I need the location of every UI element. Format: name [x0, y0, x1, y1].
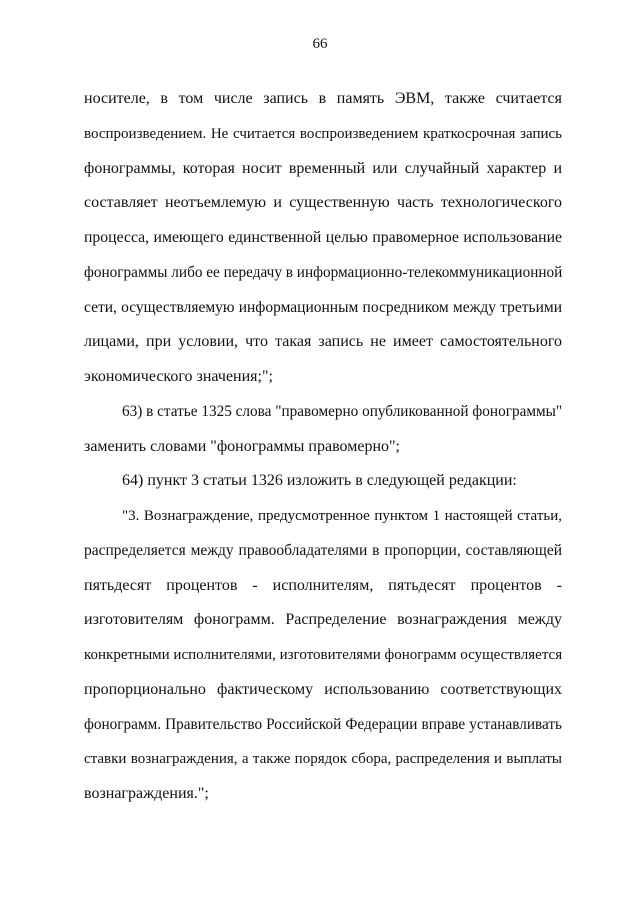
text-line: носителе, в том числе запись в память ЭВМ, также считается [84, 90, 562, 107]
text-line: фонограмм. Правительство Российской Федерации вправе устанавливать [84, 715, 562, 733]
text-line: фонограммы, которая носит временный или случайный характер и [84, 159, 562, 177]
text-line: распределяется между правообладателями в пропорции, составляющей [84, 541, 562, 559]
body-text [84, 82, 562, 812]
text-line: составляет неотъемлемую и существенную часть технологического [84, 194, 562, 212]
text-line: вознаграждения."; [84, 785, 209, 802]
text-line: заменить словами "фонограммы правомерно"; [84, 437, 400, 455]
text-line: сети, осуществляемую информационным посредником между третьими [84, 298, 562, 316]
text-line: ставки вознаграждения, а также порядок сбора, распределения и выплаты [84, 751, 562, 768]
text-line: "3. Вознаграждение, предусмотренное пунктом 1 настоящей статьи, [122, 508, 562, 524]
text-line: пропорционально фактическому использованию соответствующих [84, 680, 562, 698]
text-line: лицами, при условии, что такая запись не имеет самостоятельного [84, 333, 562, 351]
text-line: конкретными исполнителями, изготовителями фонограмм осуществляется [84, 647, 562, 663]
text-line: фонограммы либо ее передачу в информационно-телекоммуникационной [84, 263, 562, 281]
text-line: экономического значения;"; [84, 368, 273, 385]
page-number: 66 [312, 36, 328, 52]
text-line: воспроизведением. Не считается воспроизведением краткосрочная запись [84, 125, 562, 142]
text-line: пятьдесят процентов - исполнителям, пятьдесят процентов - [84, 576, 562, 594]
text-line: изготовителям фонограмм. Распределение вознаграждения между [84, 611, 562, 629]
text-line: процесса, имеющего единственной целью правомерное использование [84, 229, 562, 246]
text-line: 63) в статье 1325 слова "правомерно опубликованной фонограммы" [122, 402, 562, 420]
text-line: 64) пункт 3 статьи 1326 изложить в следующей редакции: [122, 472, 517, 490]
